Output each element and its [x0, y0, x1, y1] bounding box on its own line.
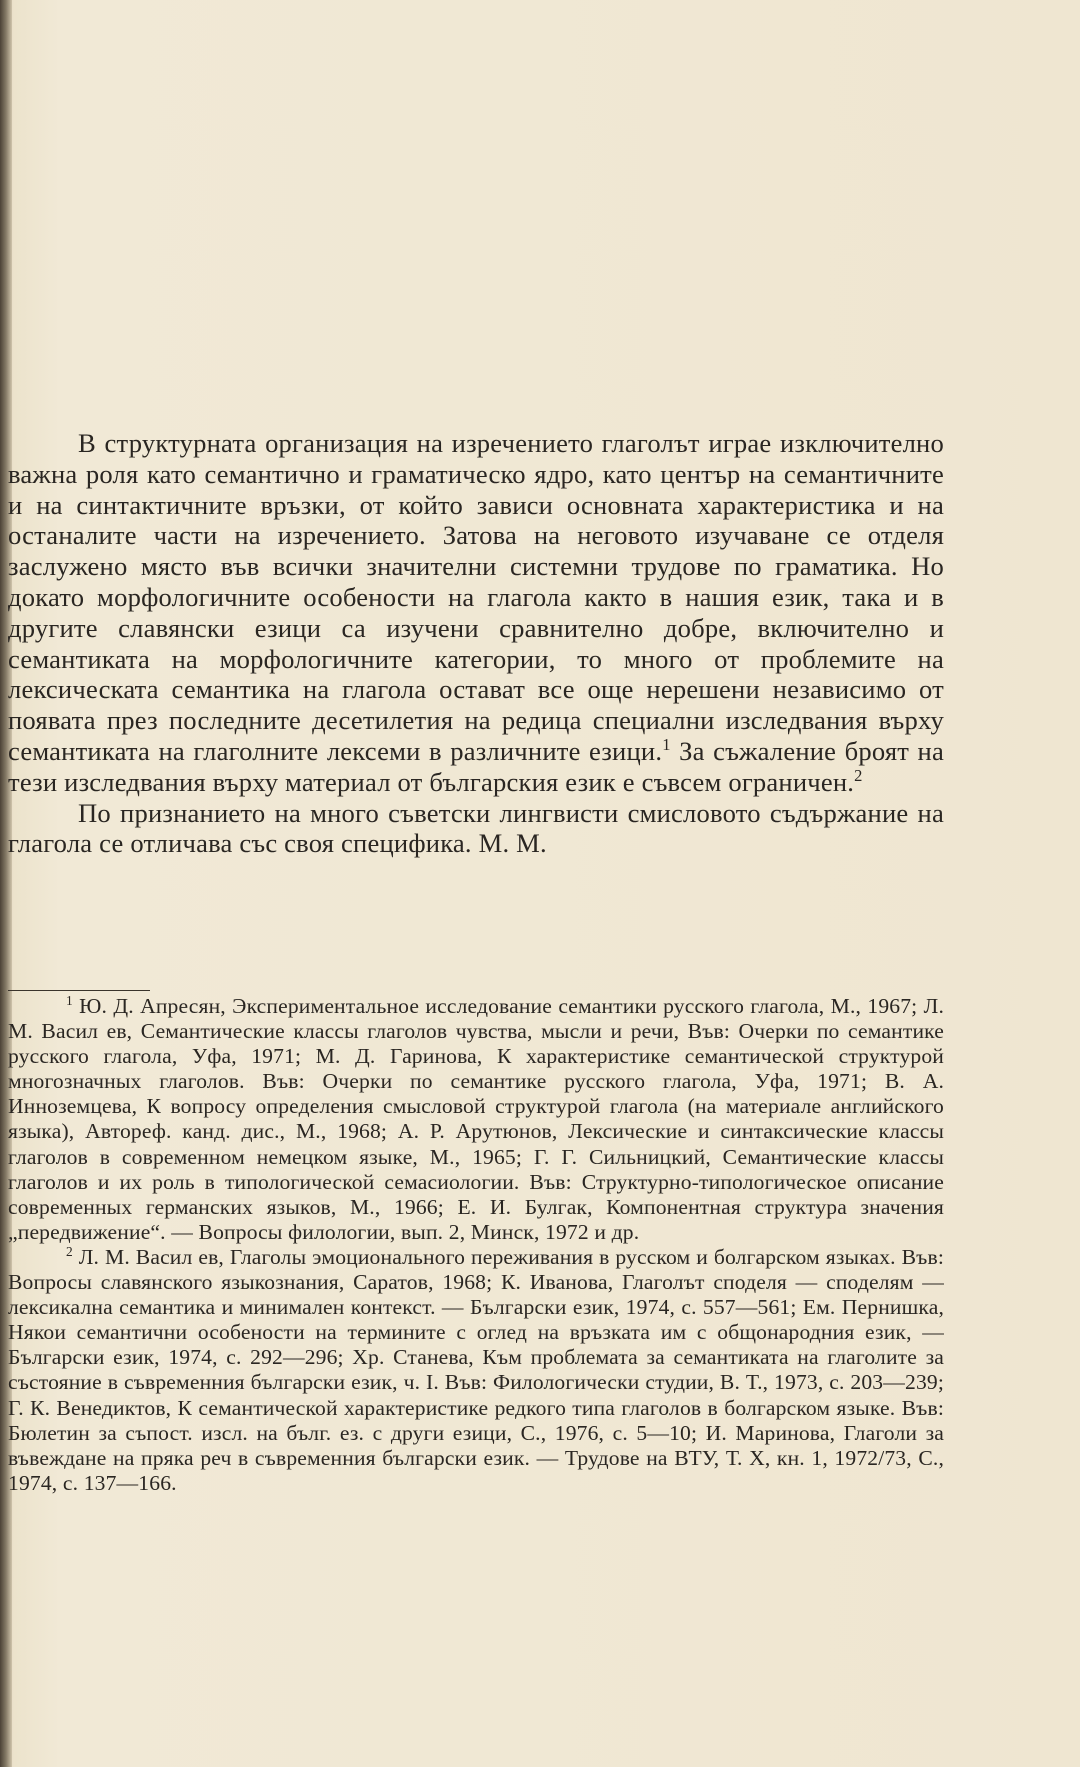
paragraph: [8, 428, 944, 798]
footnote-separator: [8, 990, 150, 991]
footnotes: [8, 994, 944, 1496]
footnote-text: Л. М. Васил ев, Глаголы эмоционального переживания в русском и болгарском языках. Във: Вопросы славянского языкознания, Саратов, 1968; К. Иванова, Глаголът споделя — споделям — лексикална семантика и минимален контекст. — Български език, 1974, с. 557—561; Ем. Пернишка, Някои семантични особености на термините с оглед на връзката им с общонародния език, — Български език, 1974, с. 292—296; Хр. Станева, Към проблемата за семантиката на глаголите за състояние в съвременния български език, ч. I. Във: Филологически студии, В. Т., 1973, с. 203—239; Г. К. Венедиктов, К семантической характеристике редкого типа глаголов в болгарском языке. Във: Бюлетин за съпост. изсл. на бълг. ез. с други езици, С., 1976, с. 5—10; И. Маринова, Глаголи за въвеждане на пряка реч в съвременния български език. — Трудове на ВТУ, Т. X, кн. 1, 1972/73, С., 1974, с. 137—166.: [8, 1244, 944, 1495]
paragraph-text: По признанието на много съветски лингвисти смисловото съдържание на глагола се отличава със своя специфика. М. М.: [8, 797, 944, 859]
footnote-text: Ю. Д. Апресян, Экспериментальное исследование семантики русского глагола, М., 1967; Л. М. Васил ев, Семантические классы глаголов чувства, мысли и речи, Във: Очерки по семантике русского глагола, Уфа, 1971; М. Д. Гаринова, К характеристике семантической структурой многозначных глаголов. Във: Очерки по семантике русского глагола, Уфа, 1971; В. А. Инноземцева, К вопросу определения смысловой структурой глагола (на материале английского языка), Автореф. канд. дис., М., 1968; А. Р. Арутюнов, Лексические и синтаксические классы глаголов в современном немецком языке, М., 1965; Г. Г. Сильницкий, Семантические классы глаголов и их роль в типологической семасиологии. Във: Структурно-типологическое описание современных германских языков, М., 1966; Е. И. Булгак, Компонентная структура значения „передвижение“. — Вопросы филологии, вып. 2, Минск, 1972 и др.: [8, 994, 944, 1244]
footnote-ref: 2: [854, 765, 863, 785]
paragraph: [8, 798, 944, 860]
footnote: [8, 994, 944, 1245]
footnote-marker: 1: [66, 992, 73, 1008]
footnote-ref: 1: [662, 735, 671, 755]
paragraph-text: В структурната организация на изречението глаголът играе изключително важна роля като семантично и граматическо ядро, като център на семантичните и на синтактичните връзки, от който зависи основната характеристика и на останалите части на изречението. Затова на неговото изучаване се отделя заслужено място във всички значителни системни трудове по граматика. Но докато морфологичните особености на глагола както в нашия език, така и в другите славянски езици са изучени сравнително добре, включително и семантиката на морфологичните категории, то много от проблемите на лексическата семантика на глагола остават все още нерешени независимо от появата през последните десетилетия на редица специални изследвания върху семантиката на глаголните лексеми в различните езици.: [8, 428, 944, 766]
paragraph-text: За съжаление броят на тези изследвания върху материал от българския език е съвсем ограничен.: [8, 735, 944, 797]
book-spine-shadow: [0, 0, 12, 1767]
footnote-marker: 2: [66, 1243, 73, 1259]
footnote: [8, 1245, 944, 1496]
main-text: [8, 428, 944, 859]
